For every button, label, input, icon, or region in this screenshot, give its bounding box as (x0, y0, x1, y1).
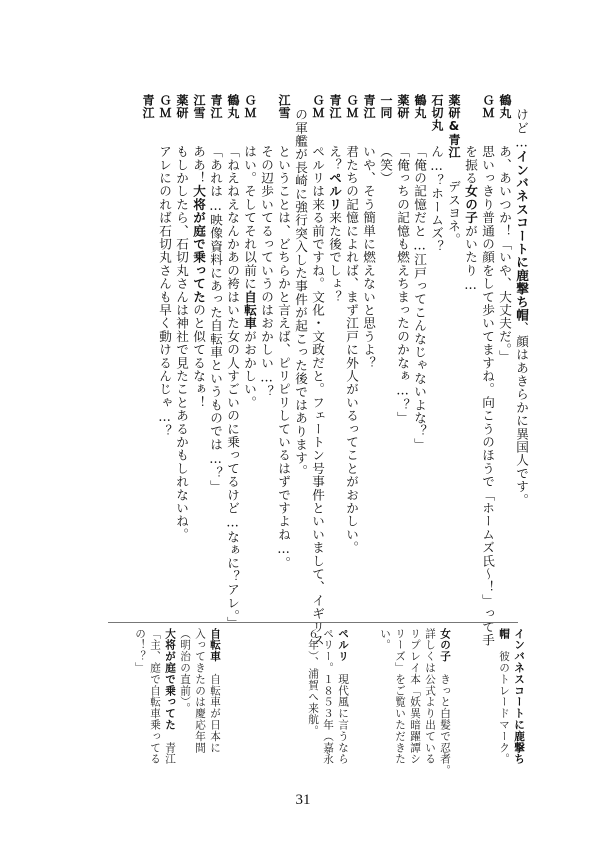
speaker: 薬研 (175, 94, 189, 119)
text-run: 、顔はあきらかに異国人です。 (514, 321, 529, 507)
text-run: はい。そしてそれ以前に (242, 145, 257, 291)
speaker: 青江 (141, 94, 155, 119)
dialogue (343, 145, 360, 554)
text-run: きっと白髪で忍者。 (439, 662, 451, 777)
dialogue (190, 145, 207, 409)
text-run: ペルリは来る前ですね。文化・文政だと。フェートン号事件といいまして、イギリス (310, 145, 325, 647)
dialogue (207, 145, 224, 493)
dialogue (292, 108, 309, 478)
speaker: 石切丸 (430, 94, 444, 132)
dialogue (173, 145, 190, 541)
speaker: 江雪 (192, 94, 206, 119)
text-run: 「ねえねえなんかあの袴はいた女の人すごいのに乗ってるけど…なぁに？アレ。」 (225, 145, 240, 630)
dialogue (360, 145, 377, 369)
speaker: 薬研&青江 (447, 94, 461, 159)
text-run: 現代風に言うなら (337, 662, 349, 765)
emphasis-term: インバネスコートに鹿撃ち帽 (514, 150, 529, 322)
emphasis-term: 自転車 (242, 290, 257, 330)
text-run: 彼のトレードマーク。 (498, 639, 510, 765)
text-run: デスヨネ。 (446, 180, 461, 246)
dialogue (513, 108, 530, 506)
text-run: けど… (514, 108, 529, 150)
dialogue (411, 145, 428, 451)
text-run: 入ってきたのは慶応年間 (194, 628, 206, 754)
dialogue (445, 180, 462, 246)
speaker: 江雪 (277, 94, 291, 119)
speaker: ＧＭ (345, 94, 359, 119)
speaker: 青江 (209, 94, 223, 119)
text-run: 思いっきり普通の顔をして歩いてますね。向こうのほうで「ホームズ氏～！」って手 (480, 145, 495, 647)
speaker: ＧＭ (481, 94, 495, 119)
text-run: ということは、どちらかと言えば、ピリピリしているはずですよね…。 (276, 145, 291, 570)
text-run: ああ！ (191, 145, 206, 185)
speaker: ＧＭ (243, 94, 257, 119)
footnote (377, 628, 452, 776)
dialogue (496, 145, 513, 363)
text-run: がおかしい。 (242, 329, 257, 410)
text-run: 「主、庭で自転車乗ってる (149, 628, 161, 765)
speaker: ＧＭ (158, 94, 172, 119)
text-run: （明治の直前）。 (179, 628, 191, 714)
emphasis-term: 女の子 (463, 184, 478, 225)
emphasis-term: ペルリ (337, 628, 349, 663)
dialogue (241, 145, 258, 409)
speaker: 青江 (362, 94, 376, 119)
dialogue (394, 145, 411, 425)
emphasis-term: 大将が庭で乗ってた (191, 184, 206, 304)
text-run: 「あれは…映像資料にあった自転車というものでは…？」 (208, 145, 223, 493)
speaker: 薬研 (396, 94, 410, 119)
text-run: ６年）、浦賀へ来航。 (307, 628, 319, 737)
text-run: 青江 (164, 730, 176, 765)
speaker: 青江 (328, 94, 342, 119)
text-run: え？ (327, 145, 342, 172)
dialogue (479, 145, 496, 647)
text-run: リーズ」をご覧いただきた (394, 628, 406, 765)
dialogue (275, 145, 292, 570)
text-run: 君たちの記憶によれば、まず江戸に外人がいるってことがおかしい。 (344, 145, 359, 555)
text-run: もしかしたら、石切丸さんは神社で見たことあるかもしれないね。 (174, 145, 189, 541)
text-run: ん…？ホームズ？ (429, 145, 444, 253)
text-run: リプレイ本「妖異暗躍譚シ (409, 628, 421, 765)
text-run: の！？」 (134, 628, 146, 674)
speaker: 鶴丸 (498, 94, 512, 119)
emphasis-term: インバネスコートに鹿撃ち (513, 628, 525, 765)
footnote (305, 628, 350, 765)
speaker: 鶴丸 (413, 94, 427, 119)
text-run: ペリー。１８５３年（嘉永 (322, 628, 334, 765)
text-run: （笑） (378, 145, 393, 185)
dialogue (156, 145, 173, 438)
footnote (496, 628, 526, 765)
text-run: いや、そう簡単に燃えないと思うよ？ (361, 145, 376, 370)
text-run: あ、あいつか！「いや、大丈夫だ。」 (497, 145, 512, 364)
text-run: のと似てるなぁ！ (191, 303, 206, 410)
divider (108, 622, 518, 623)
emphasis-term: ペルリ (327, 171, 342, 212)
text-run: 詳しくは公式より出ている (424, 628, 436, 765)
emphasis-term: 帽 (498, 628, 510, 640)
speaker: 一同 (379, 94, 393, 119)
text-run: い。 (379, 628, 391, 651)
text-run: 来た後でしょ？ (327, 211, 342, 304)
dialogue (462, 145, 479, 293)
emphasis-term: 自転車 (209, 628, 221, 663)
text-run: 自転車が日本に (209, 662, 221, 754)
text-run: を振る (463, 145, 478, 185)
dialogue (326, 145, 343, 303)
dialogue (258, 145, 275, 398)
text-run: がいたり… (463, 224, 478, 293)
text-run: 「俺っちの記憶も燃えちまったのかなぁ…？」 (395, 145, 410, 425)
text-run: 「俺の記憶だと…江戸ってこんなじゃないよな？」 (412, 145, 427, 451)
text-run: の軍艦が長崎に強行突入した事件が起こった後ではあります。 (293, 108, 308, 478)
footnote (132, 628, 222, 765)
dialogue (309, 145, 326, 647)
dialogue (224, 145, 241, 630)
dialogue (377, 145, 394, 185)
speaker: ＧＭ (311, 94, 325, 119)
dialogue (428, 145, 445, 253)
speaker: 鶴丸 (226, 94, 240, 119)
emphasis-term: 大将が庭で乗ってた (164, 628, 176, 731)
text-run: アレにのれば石切丸さんも早く動けるんじゃ…？ (157, 145, 172, 438)
emphasis-term: 女の子 (439, 628, 451, 663)
page-number: 31 (295, 792, 311, 808)
text-run: その辺歩いてるっていうのはおかしい…？ (259, 145, 274, 399)
